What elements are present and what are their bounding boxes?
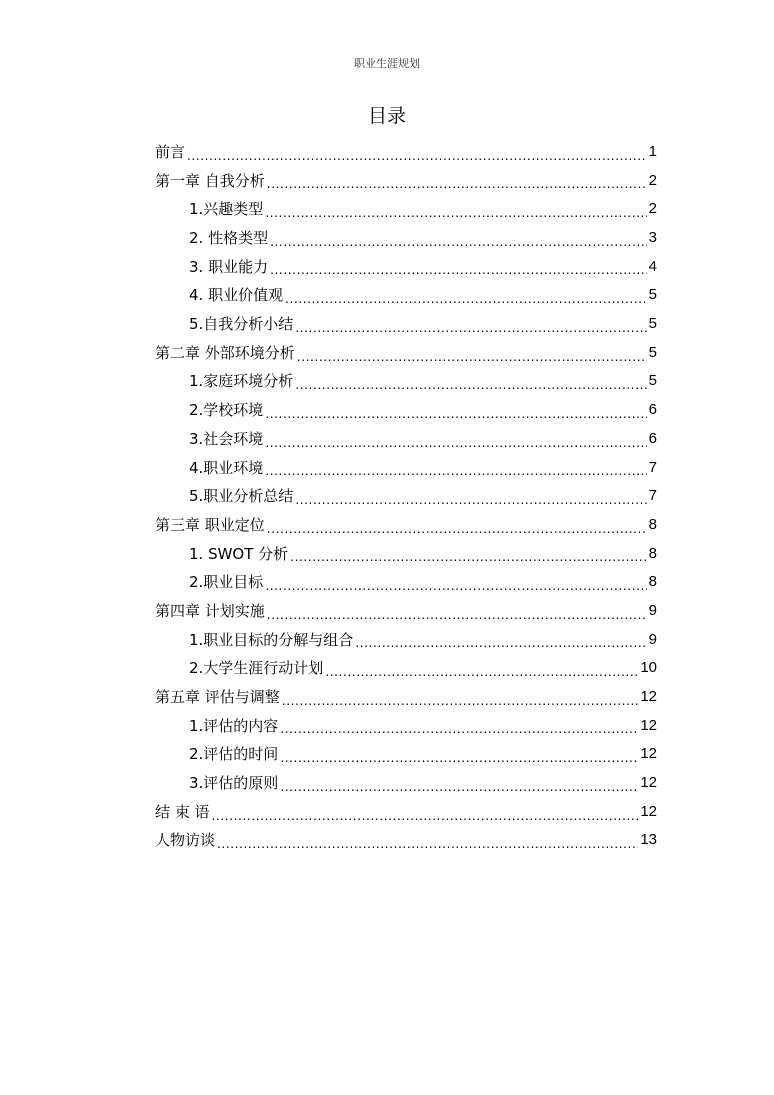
toc-entry-label: 1.家庭环境分析 bbox=[189, 372, 294, 391]
toc-entry-label: 2.职业目标 bbox=[189, 573, 264, 592]
toc-entry[interactable] bbox=[155, 654, 657, 683]
toc-entry-label: 3. 职业能力 bbox=[189, 257, 269, 276]
dot-leader bbox=[267, 518, 647, 540]
toc-entry-label: 2.评估的时间 bbox=[189, 745, 279, 764]
toc-entry[interactable] bbox=[155, 368, 657, 397]
toc-entry-page: 3 bbox=[648, 229, 657, 247]
toc-entry[interactable] bbox=[155, 482, 657, 511]
toc-entry-label: 1.兴趣类型 bbox=[189, 200, 264, 219]
toc-entry-page: 10 bbox=[640, 659, 657, 677]
toc-entry-page: 1 bbox=[648, 142, 657, 160]
toc-entry[interactable] bbox=[155, 712, 657, 741]
toc-entry-page: 7 bbox=[648, 487, 657, 505]
dot-leader bbox=[280, 776, 638, 798]
toc-entry[interactable] bbox=[155, 511, 657, 540]
toc-entry[interactable] bbox=[155, 253, 657, 282]
toc-entry[interactable] bbox=[155, 310, 657, 339]
dot-leader bbox=[267, 604, 647, 626]
toc-entry-page: 6 bbox=[648, 429, 657, 447]
toc-entry-page: 9 bbox=[648, 630, 657, 648]
running-header: 职业生涯规划 bbox=[354, 57, 420, 70]
toc-entry-label: 第一章 自我分析 bbox=[155, 171, 265, 190]
toc-entry-page: 12 bbox=[640, 774, 657, 792]
toc-entry[interactable] bbox=[155, 540, 657, 569]
toc-entry[interactable] bbox=[155, 167, 657, 196]
toc-entry-label: 第四章 计划实施 bbox=[155, 601, 265, 620]
toc-entry-page: 12 bbox=[640, 688, 657, 706]
toc-entry-page: 9 bbox=[648, 601, 657, 619]
dot-leader bbox=[265, 202, 646, 224]
toc-entry-page: 7 bbox=[648, 458, 657, 476]
toc-entry-page: 4 bbox=[648, 257, 657, 275]
toc-entry-label: 5.自我分析小结 bbox=[189, 315, 294, 334]
toc-title: 目录 bbox=[367, 105, 406, 127]
dot-leader bbox=[187, 145, 647, 167]
toc-entry-label: 第五章 评估与调整 bbox=[155, 688, 280, 707]
toc-entry-page: 5 bbox=[648, 372, 657, 390]
dot-leader bbox=[270, 231, 647, 253]
toc-entry-label: 4.职业环境 bbox=[189, 458, 264, 477]
dot-leader bbox=[267, 173, 647, 195]
dot-leader bbox=[217, 833, 638, 855]
dot-leader bbox=[212, 805, 639, 827]
toc-entry[interactable] bbox=[155, 396, 657, 425]
toc-entry[interactable] bbox=[155, 597, 657, 626]
toc-entry-page: 8 bbox=[648, 544, 657, 562]
toc-entry-page: 12 bbox=[640, 745, 657, 763]
dot-leader bbox=[297, 346, 647, 368]
toc-entry-label: 第二章 外部环境分析 bbox=[155, 343, 295, 362]
toc-entry-label: 结 束 语 bbox=[155, 802, 210, 821]
toc-entry-label: 3.评估的原则 bbox=[189, 774, 279, 793]
table-of-contents bbox=[155, 138, 657, 855]
toc-entry-label: 2. 性格类型 bbox=[189, 229, 269, 248]
toc-entry-label: 人物访谈 bbox=[155, 831, 216, 850]
toc-entry[interactable] bbox=[155, 827, 657, 856]
toc-entry-page: 6 bbox=[648, 401, 657, 419]
toc-entry-page: 13 bbox=[640, 831, 657, 849]
toc-entry-label: 2.学校环境 bbox=[189, 401, 264, 420]
toc-entry-label: 5.职业分析总结 bbox=[189, 487, 294, 506]
toc-entry-page: 12 bbox=[640, 802, 657, 820]
toc-entry[interactable] bbox=[155, 683, 657, 712]
dot-leader bbox=[295, 489, 646, 511]
toc-entry[interactable] bbox=[155, 740, 657, 769]
dot-leader bbox=[265, 432, 646, 454]
toc-entry-page: 12 bbox=[640, 716, 657, 734]
dot-leader bbox=[280, 747, 638, 769]
dot-leader bbox=[290, 546, 646, 568]
toc-entry-label: 1. SWOT 分析 bbox=[189, 544, 289, 563]
dot-leader bbox=[265, 460, 646, 482]
toc-entry-page: 5 bbox=[648, 286, 657, 304]
toc-entry-page: 8 bbox=[648, 573, 657, 591]
dot-leader bbox=[265, 575, 646, 597]
toc-entry-page: 2 bbox=[648, 200, 657, 218]
toc-entry[interactable] bbox=[155, 626, 657, 655]
toc-entry-label: 1.职业目标的分解与组合 bbox=[189, 630, 354, 649]
dot-leader bbox=[270, 259, 647, 281]
toc-entry-label: 第三章 职业定位 bbox=[155, 515, 265, 534]
toc-entry-label: 3.社会环境 bbox=[189, 429, 264, 448]
toc-entry[interactable] bbox=[155, 224, 657, 253]
toc-entry-page: 2 bbox=[648, 171, 657, 189]
toc-entry-page: 5 bbox=[648, 343, 657, 361]
toc-entry[interactable] bbox=[155, 568, 657, 597]
dot-leader bbox=[295, 374, 646, 396]
dot-leader bbox=[280, 718, 638, 740]
toc-entry-label: 1.评估的内容 bbox=[189, 716, 279, 735]
toc-entry[interactable] bbox=[155, 454, 657, 483]
toc-entry-page: 8 bbox=[648, 515, 657, 533]
toc-entry-page: 5 bbox=[648, 315, 657, 333]
toc-entry-label: 4. 职业价值观 bbox=[189, 286, 284, 305]
toc-entry-label: 前言 bbox=[155, 142, 186, 161]
toc-entry[interactable] bbox=[155, 339, 657, 368]
toc-entry[interactable] bbox=[155, 281, 657, 310]
dot-leader bbox=[285, 288, 647, 310]
toc-entry-label: 2.大学生涯行动计划 bbox=[189, 659, 324, 678]
dot-leader bbox=[325, 661, 638, 683]
toc-entry[interactable] bbox=[155, 195, 657, 224]
toc-entry[interactable] bbox=[155, 138, 657, 167]
dot-leader bbox=[355, 632, 646, 654]
toc-entry[interactable] bbox=[155, 798, 657, 827]
dot-leader bbox=[282, 690, 639, 712]
dot-leader bbox=[265, 403, 646, 425]
toc-entry[interactable] bbox=[155, 769, 657, 798]
toc-entry[interactable] bbox=[155, 425, 657, 454]
dot-leader bbox=[295, 317, 646, 339]
